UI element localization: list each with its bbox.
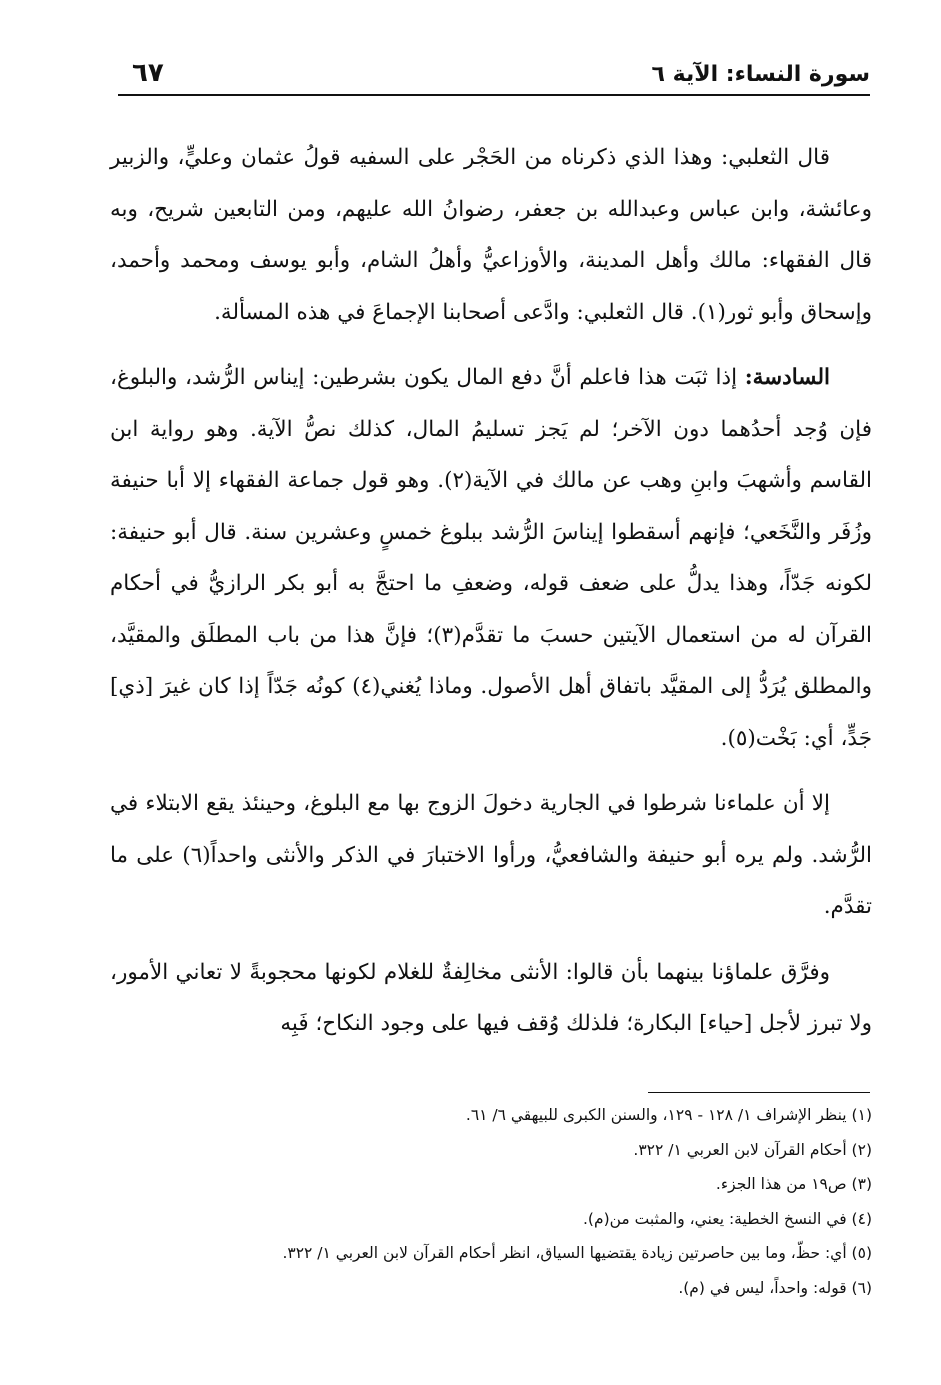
footnote-1: (١) ينظر الإشراف ١/ ١٢٨ - ١٢٩، والسنن الكبرى للبيهقي ٦/ ٦١. <box>465 1106 872 1124</box>
paragraph-4-text: وفرَّق علماؤنا بينهما بأن قالوا: الأنثى مخالِفةٌ للغلام لكونها محجوبةً لا تعاني الأمور، ولا تبرز لأجل [حياء] البكارة؛ فلذلك وُقف فيها على وجود النكاح؛ فَبِه <box>110 959 872 1036</box>
footnotes <box>150 1098 872 1305</box>
header-divider <box>118 94 870 96</box>
footnote-3: (٣) ص١٩ من هذا الجزء. <box>715 1175 872 1193</box>
footnote-4: (٤) في النسخ الخطية: يعني، والمثبت من(م). <box>583 1209 872 1228</box>
paragraph-4 <box>110 947 872 1050</box>
paragraph-3 <box>110 778 872 933</box>
main-text <box>110 132 872 1064</box>
page-number: ٦٧ <box>132 58 164 88</box>
paragraph-2-text: إذا ثبَت هذا فاعلم أنَّ دفع المال يكون بشرطين: إيناس الرُّشد، والبلوغ، فإن وُجد أحدُهما دون الآخر؛ لم يَجز تسليمُ المال، كذلك نصُّ الآية. وهو رواية ابن القاسم وأشهبَ وابنِ وهب عن مالك في الآية(٢). وهو قول جماعة الفقهاء إلا أبا حنيفة وزُفَر والنَّخَعي؛ فإنهم أسقطوا إيناسَ الرُّشد ببلوغ خمسٍ وعشرين سنة. قال أبو حنيفة: لكونه جَدّاً، وهذا يدلُّ على ضعف قوله، وضعفِ ما احتجَّ به أبو بكر الرازيُّ في أحكام القرآن له من استعمال الآيتين حسبَ ما تقدَّم(٣)؛ فإنَّ هذا من باب المطلَق والمقيَّد، والمطلق يُرَدُّ إلى المقيَّد باتفاق أهل الأصول. وماذا يُغني(٤) كونُه جَدّاً إذا كان غيرَ [ذي] جَدٍّ، أي: بَخْت(٥). <box>110 365 872 751</box>
running-title: سورة النساء: الآية ٦ <box>651 62 870 87</box>
paragraph-1-text: قال الثعلبي: وهذا الذي ذكرناه من الحَجْر على السفيه قولُ عثمان وعليٍّ، والزبير وعائشة، وابن عباس وعبدالله بن جعفر، رضوانُ الله عليهم، ومن التابعين شريح، وبه قال الفقهاء: مالك وأهل المدينة، والأوزاعيُّ وأهلُ الشام، وأبو يوسف ومحمد وأحمد، وإسحاق وأبو ثور(١). قال الثعلبي: وادَّعى أصحابنا الإجماعَ في هذه المسألة. <box>110 145 872 325</box>
footnote-5: (٥) أي: حظّ، وما بين حاصرتين زيادة يقتضيها السياق، انظر أحكام القرآن لابن العربي ١/ ٣٢٢. <box>282 1244 872 1262</box>
footnote-2: (٢) أحكام القرآن لابن العربي ١/ ٣٢٢. <box>633 1140 872 1159</box>
paragraph-2 <box>110 352 872 764</box>
footnotes-divider <box>648 1092 870 1093</box>
paragraph-3-text: إلا أن علماءنا شرطوا في الجارية دخولَ الزوج بها مع البلوغ، وحينئذ يقع الابتلاء في الرُّشد. ولم يره أبو حنيفة والشافعيُّ، ورأوا الاختبارَ في الذكر والأنثى واحداً(٦) على ما تقدَّم. <box>110 791 872 919</box>
page-header <box>118 52 870 92</box>
section-heading-sixth: السادسة: <box>744 365 830 390</box>
footnote-6: (٦) قوله: واحداً، ليس في (م). <box>678 1278 872 1297</box>
paragraph-1 <box>110 132 872 338</box>
